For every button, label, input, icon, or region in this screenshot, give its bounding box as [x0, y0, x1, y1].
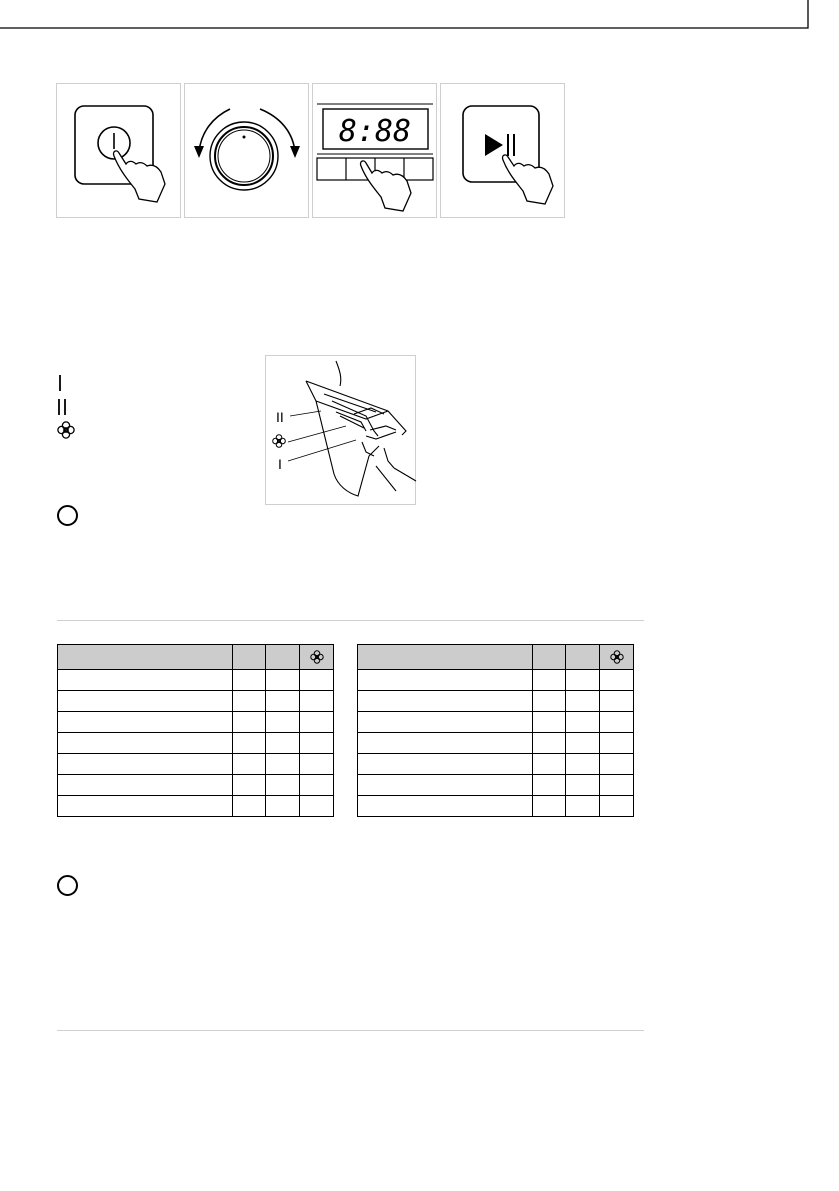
- softener-flower-icon: [56, 420, 78, 442]
- table-cell: [358, 775, 533, 796]
- table-cell: [300, 670, 334, 691]
- program-dial-icon: [185, 84, 310, 219]
- table-cell: [358, 754, 533, 775]
- dosing-table-left: [57, 644, 334, 817]
- power-icon: [57, 84, 182, 219]
- step-display-options-panel: [312, 83, 437, 218]
- table-cell: [358, 796, 533, 817]
- table-cell: [233, 754, 266, 775]
- step-power-panel: [56, 83, 181, 218]
- table-cell: [533, 775, 566, 796]
- table-cell: [533, 796, 566, 817]
- table-cell: [566, 733, 600, 754]
- table-cell: [58, 712, 233, 733]
- table-cell: [266, 733, 300, 754]
- table-cell: [58, 754, 233, 775]
- table-cell: [300, 796, 334, 817]
- step-program-dial-panel: [184, 83, 309, 218]
- table-cell: [233, 796, 266, 817]
- table-cell: [58, 691, 233, 712]
- table-cell: [533, 754, 566, 775]
- table-cell: [266, 670, 300, 691]
- drawer-label-main-wash: I: [278, 456, 282, 472]
- table-cell: [233, 733, 266, 754]
- table-row: [58, 796, 334, 817]
- table-cell: [600, 754, 634, 775]
- table-cell: [533, 670, 566, 691]
- table-header-cell: [533, 645, 566, 670]
- table-row: [358, 754, 634, 775]
- table-cell: [566, 775, 600, 796]
- table-cell: [358, 733, 533, 754]
- table-header-softener: [300, 645, 334, 670]
- table-row: [358, 733, 634, 754]
- drawer-softener-icon: [273, 435, 286, 448]
- table-header-cell: [233, 645, 266, 670]
- table-header-cell: [266, 645, 300, 670]
- table-cell: [266, 775, 300, 796]
- table-cell: [266, 754, 300, 775]
- table-cell: [358, 712, 533, 733]
- table-cell: [266, 691, 300, 712]
- table-cell: [600, 712, 634, 733]
- table-cell: [300, 712, 334, 733]
- table-cell: [58, 733, 233, 754]
- display-options-icon: [313, 84, 438, 219]
- compartment-main-wash-icon: [56, 373, 76, 393]
- table-cell: [600, 775, 634, 796]
- table-cell: [533, 712, 566, 733]
- table-cell: [600, 796, 634, 817]
- table-header-row: [58, 645, 334, 670]
- table-cell: [300, 733, 334, 754]
- legend-softener: [56, 420, 86, 440]
- detergent-drawer-drawing: [266, 356, 417, 506]
- table-cell: [600, 733, 634, 754]
- table-cell: [566, 754, 600, 775]
- table-row: [358, 670, 634, 691]
- table-row: [58, 754, 334, 775]
- detergent-drawer-illustration: [265, 355, 416, 505]
- table-header-softener: [600, 645, 634, 670]
- table-cell: [233, 670, 266, 691]
- section-divider: [57, 1030, 644, 1031]
- table-cell: [358, 691, 533, 712]
- drawer-label-prewash: II: [276, 409, 284, 425]
- table-cell: [566, 712, 600, 733]
- table-header-cell: [58, 645, 233, 670]
- table-cell: [266, 712, 300, 733]
- compartment-prewash-icon: [56, 397, 76, 417]
- table-cell: [566, 691, 600, 712]
- table-header-cell: [358, 645, 533, 670]
- table-cell: [300, 691, 334, 712]
- table-cell: [533, 691, 566, 712]
- table-row: [58, 733, 334, 754]
- table-row: [58, 670, 334, 691]
- cut-line: [0, 0, 839, 40]
- table-cell: [600, 691, 634, 712]
- legend-main-wash: [56, 373, 86, 393]
- legend-prewash: [56, 397, 86, 417]
- table-cell: [58, 775, 233, 796]
- table-row: [58, 712, 334, 733]
- table-row: [358, 712, 634, 733]
- table-row: [58, 775, 334, 796]
- table-cell: [233, 691, 266, 712]
- table-row: [358, 796, 634, 817]
- info-icon: [57, 875, 78, 896]
- table-cell: [58, 796, 233, 817]
- start-pause-icon: [441, 84, 566, 219]
- table-cell: [600, 670, 634, 691]
- softener-flower-icon: [310, 650, 324, 664]
- table-cell: [233, 712, 266, 733]
- table-header-cell: [566, 645, 600, 670]
- table-header-row: [358, 645, 634, 670]
- table-cell: [233, 775, 266, 796]
- table-row: [358, 691, 634, 712]
- table-cell: [58, 670, 233, 691]
- step-start-pause-panel: [440, 83, 565, 218]
- table-cell: [566, 796, 600, 817]
- table-cell: [358, 670, 533, 691]
- dosing-table-right: [357, 644, 634, 817]
- table-cell: [566, 670, 600, 691]
- table-cell: [300, 754, 334, 775]
- softener-flower-icon: [610, 650, 624, 664]
- table-cell: [266, 796, 300, 817]
- table-row: [358, 775, 634, 796]
- table-row: [58, 691, 334, 712]
- section-divider: [57, 620, 644, 621]
- info-icon: [57, 505, 78, 526]
- table-cell: [300, 775, 334, 796]
- table-cell: [533, 733, 566, 754]
- display-digits: 8:88: [338, 114, 412, 149]
